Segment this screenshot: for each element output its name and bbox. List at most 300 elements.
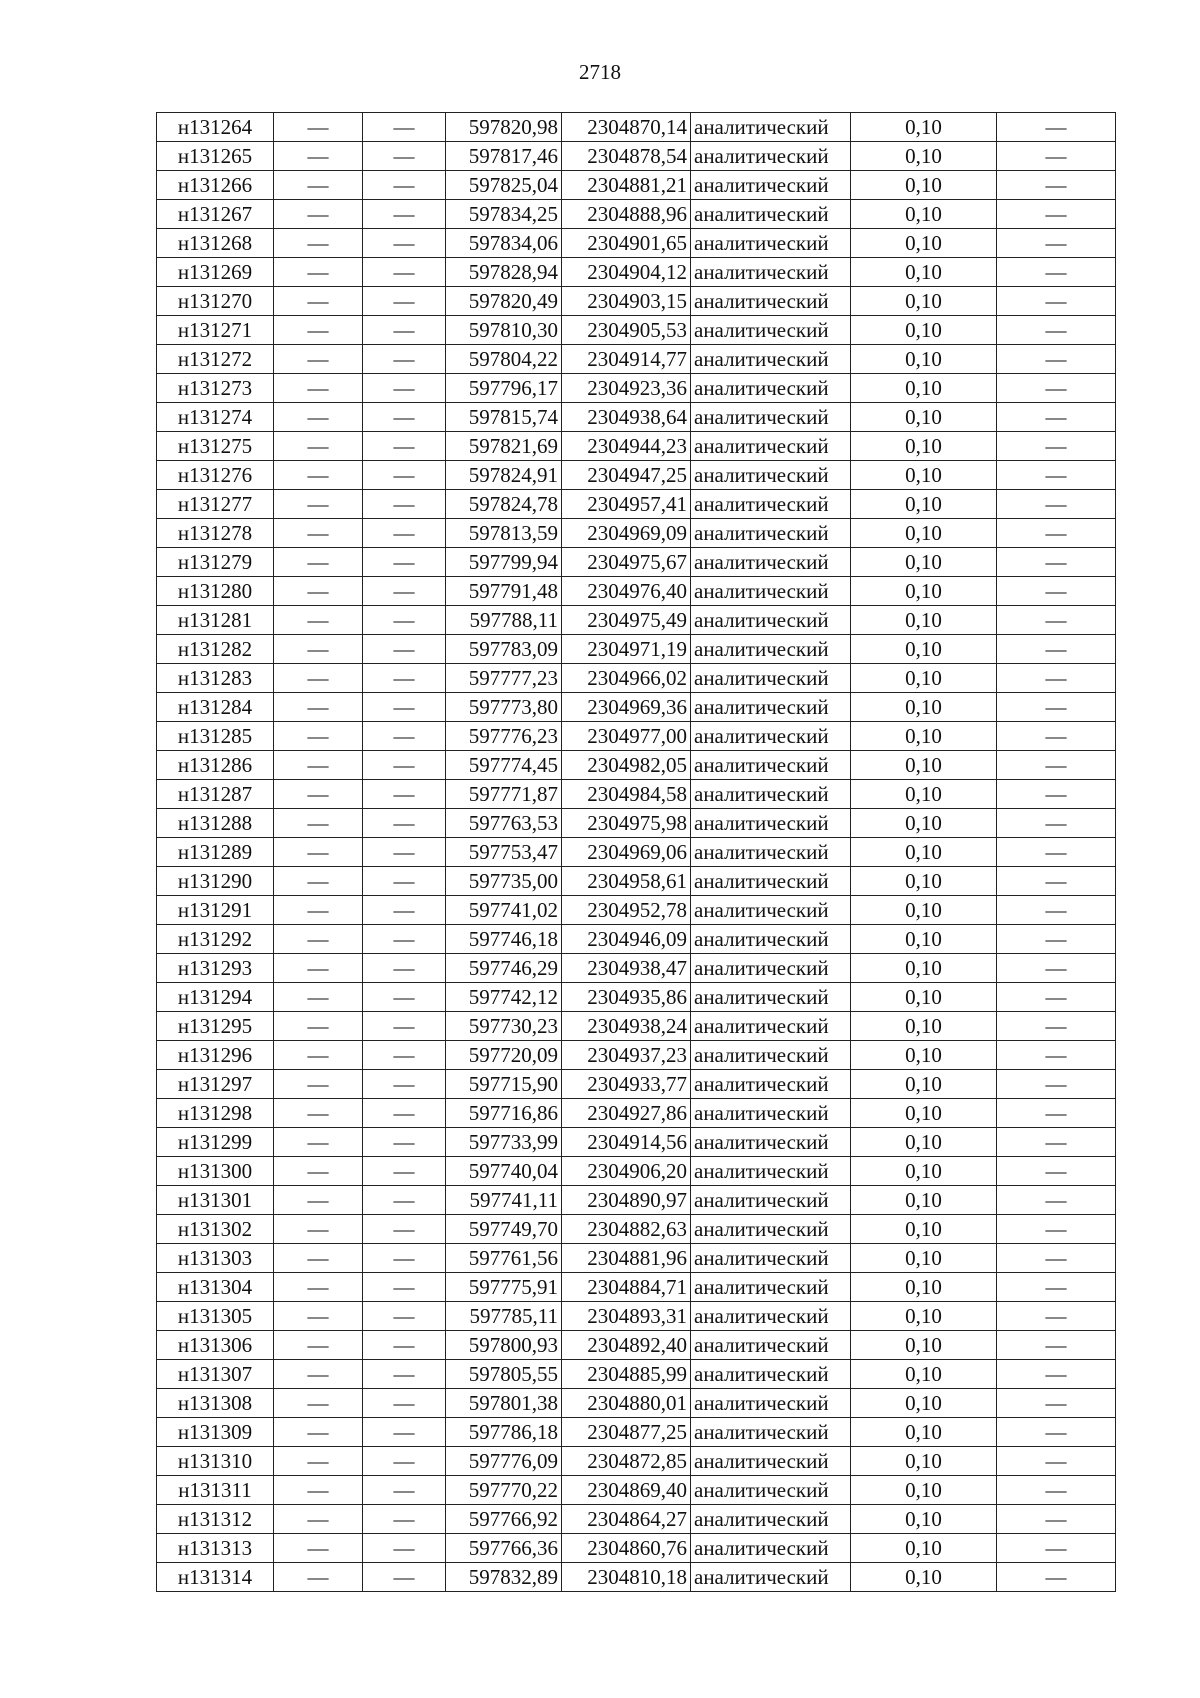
x-coordinate-cell: 597777,23 <box>446 664 562 693</box>
method-cell: аналитический <box>691 1041 851 1070</box>
x-coordinate-cell: 597832,89 <box>446 1563 562 1592</box>
method-cell: аналитический <box>691 1215 851 1244</box>
method-cell: аналитический <box>691 954 851 983</box>
dash-cell: — <box>997 345 1116 374</box>
accuracy-cell: 0,10 <box>851 113 997 142</box>
dash-cell: — <box>274 925 363 954</box>
accuracy-cell: 0,10 <box>851 1331 997 1360</box>
dash-cell: — <box>997 809 1116 838</box>
point-id-cell: н131296 <box>157 1041 274 1070</box>
accuracy-cell: 0,10 <box>851 809 997 838</box>
table-row <box>157 258 1116 287</box>
y-coordinate-cell: 2304977,00 <box>562 722 691 751</box>
point-id-cell: н131292 <box>157 925 274 954</box>
method-cell: аналитический <box>691 432 851 461</box>
dash-cell: — <box>363 954 446 983</box>
point-id-cell: н131307 <box>157 1360 274 1389</box>
x-coordinate-cell: 597820,49 <box>446 287 562 316</box>
method-cell: аналитический <box>691 925 851 954</box>
y-coordinate-cell: 2304901,65 <box>562 229 691 258</box>
dash-cell: — <box>274 200 363 229</box>
dash-cell: — <box>274 461 363 490</box>
dash-cell: — <box>363 809 446 838</box>
dash-cell: — <box>997 374 1116 403</box>
dash-cell: — <box>997 229 1116 258</box>
point-id-cell: н131278 <box>157 519 274 548</box>
point-id-cell: н131291 <box>157 896 274 925</box>
x-coordinate-cell: 597824,78 <box>446 490 562 519</box>
method-cell: аналитический <box>691 1244 851 1273</box>
y-coordinate-cell: 2304810,18 <box>562 1563 691 1592</box>
table-row <box>157 432 1116 461</box>
dash-cell: — <box>363 519 446 548</box>
y-coordinate-cell: 2304881,96 <box>562 1244 691 1273</box>
dash-cell: — <box>997 1505 1116 1534</box>
table-row <box>157 751 1116 780</box>
table-row <box>157 954 1116 983</box>
point-id-cell: н131313 <box>157 1534 274 1563</box>
y-coordinate-cell: 2304878,54 <box>562 142 691 171</box>
x-coordinate-cell: 597774,45 <box>446 751 562 780</box>
dash-cell: — <box>997 1215 1116 1244</box>
table-row <box>157 345 1116 374</box>
dash-cell: — <box>274 1534 363 1563</box>
x-coordinate-cell: 597834,06 <box>446 229 562 258</box>
point-id-cell: н131284 <box>157 693 274 722</box>
point-id-cell: н131277 <box>157 490 274 519</box>
method-cell: аналитический <box>691 113 851 142</box>
dash-cell: — <box>274 1273 363 1302</box>
dash-cell: — <box>274 1476 363 1505</box>
method-cell: аналитический <box>691 1563 851 1592</box>
method-cell: аналитический <box>691 722 851 751</box>
point-id-cell: н131293 <box>157 954 274 983</box>
dash-cell: — <box>997 954 1116 983</box>
table-row <box>157 896 1116 925</box>
point-id-cell: н131287 <box>157 780 274 809</box>
point-id-cell: н131304 <box>157 1273 274 1302</box>
x-coordinate-cell: 597824,91 <box>446 461 562 490</box>
point-id-cell: н131306 <box>157 1331 274 1360</box>
method-cell: аналитический <box>691 896 851 925</box>
dash-cell: — <box>997 287 1116 316</box>
dash-cell: — <box>274 1389 363 1418</box>
accuracy-cell: 0,10 <box>851 722 997 751</box>
table-row <box>157 722 1116 751</box>
table-row <box>157 1244 1116 1273</box>
dash-cell: — <box>997 1360 1116 1389</box>
accuracy-cell: 0,10 <box>851 374 997 403</box>
dash-cell: — <box>274 490 363 519</box>
y-coordinate-cell: 2304947,25 <box>562 461 691 490</box>
dash-cell: — <box>997 461 1116 490</box>
dash-cell: — <box>997 1273 1116 1302</box>
method-cell: аналитический <box>691 983 851 1012</box>
x-coordinate-cell: 597776,09 <box>446 1447 562 1476</box>
x-coordinate-cell: 597786,18 <box>446 1418 562 1447</box>
accuracy-cell: 0,10 <box>851 1360 997 1389</box>
point-id-cell: н131312 <box>157 1505 274 1534</box>
point-id-cell: н131302 <box>157 1215 274 1244</box>
dash-cell: — <box>363 577 446 606</box>
accuracy-cell: 0,10 <box>851 1418 997 1447</box>
method-cell: аналитический <box>691 1186 851 1215</box>
table-row <box>157 229 1116 258</box>
dash-cell: — <box>363 1563 446 1592</box>
method-cell: аналитический <box>691 1505 851 1534</box>
dash-cell: — <box>997 838 1116 867</box>
y-coordinate-cell: 2304903,15 <box>562 287 691 316</box>
method-cell: аналитический <box>691 1447 851 1476</box>
dash-cell: — <box>997 1186 1116 1215</box>
method-cell: аналитический <box>691 519 851 548</box>
accuracy-cell: 0,10 <box>851 896 997 925</box>
point-id-cell: н131266 <box>157 171 274 200</box>
accuracy-cell: 0,10 <box>851 1563 997 1592</box>
method-cell: аналитический <box>691 1070 851 1099</box>
x-coordinate-cell: 597825,04 <box>446 171 562 200</box>
table-row <box>157 1215 1116 1244</box>
y-coordinate-cell: 2304892,40 <box>562 1331 691 1360</box>
x-coordinate-cell: 597763,53 <box>446 809 562 838</box>
accuracy-cell: 0,10 <box>851 1534 997 1563</box>
accuracy-cell: 0,10 <box>851 606 997 635</box>
y-coordinate-cell: 2304938,64 <box>562 403 691 432</box>
accuracy-cell: 0,10 <box>851 200 997 229</box>
dash-cell: — <box>363 606 446 635</box>
dash-cell: — <box>997 200 1116 229</box>
y-coordinate-cell: 2304935,86 <box>562 983 691 1012</box>
method-cell: аналитический <box>691 809 851 838</box>
y-coordinate-cell: 2304933,77 <box>562 1070 691 1099</box>
method-cell: аналитический <box>691 1157 851 1186</box>
y-coordinate-cell: 2304914,77 <box>562 345 691 374</box>
dash-cell: — <box>274 1244 363 1273</box>
dash-cell: — <box>363 1128 446 1157</box>
dash-cell: — <box>363 1070 446 1099</box>
x-coordinate-cell: 597801,38 <box>446 1389 562 1418</box>
dash-cell: — <box>363 1447 446 1476</box>
x-coordinate-cell: 597788,11 <box>446 606 562 635</box>
x-coordinate-cell: 597776,23 <box>446 722 562 751</box>
method-cell: аналитический <box>691 1389 851 1418</box>
accuracy-cell: 0,10 <box>851 316 997 345</box>
dash-cell: — <box>274 1331 363 1360</box>
table-row <box>157 548 1116 577</box>
table-row <box>157 1563 1116 1592</box>
x-coordinate-cell: 597766,36 <box>446 1534 562 1563</box>
y-coordinate-cell: 2304904,12 <box>562 258 691 287</box>
table-row <box>157 1360 1116 1389</box>
dash-cell: — <box>274 693 363 722</box>
y-coordinate-cell: 2304975,49 <box>562 606 691 635</box>
dash-cell: — <box>274 374 363 403</box>
dash-cell: — <box>997 1128 1116 1157</box>
dash-cell: — <box>997 548 1116 577</box>
table-row <box>157 287 1116 316</box>
method-cell: аналитический <box>691 1302 851 1331</box>
dash-cell: — <box>363 1012 446 1041</box>
coordinates-table <box>156 112 1116 1592</box>
y-coordinate-cell: 2304927,86 <box>562 1099 691 1128</box>
x-coordinate-cell: 597775,91 <box>446 1273 562 1302</box>
dash-cell: — <box>274 577 363 606</box>
dash-cell: — <box>997 1041 1116 1070</box>
dash-cell: — <box>997 1418 1116 1447</box>
x-coordinate-cell: 597766,92 <box>446 1505 562 1534</box>
dash-cell: — <box>997 1447 1116 1476</box>
dash-cell: — <box>363 751 446 780</box>
method-cell: аналитический <box>691 200 851 229</box>
method-cell: аналитический <box>691 258 851 287</box>
dash-cell: — <box>363 1360 446 1389</box>
x-coordinate-cell: 597813,59 <box>446 519 562 548</box>
accuracy-cell: 0,10 <box>851 258 997 287</box>
method-cell: аналитический <box>691 461 851 490</box>
table-row <box>157 1447 1116 1476</box>
x-coordinate-cell: 597749,70 <box>446 1215 562 1244</box>
accuracy-cell: 0,10 <box>851 1070 997 1099</box>
y-coordinate-cell: 2304966,02 <box>562 664 691 693</box>
dash-cell: — <box>363 838 446 867</box>
x-coordinate-cell: 597810,30 <box>446 316 562 345</box>
x-coordinate-cell: 597770,22 <box>446 1476 562 1505</box>
point-id-cell: н131289 <box>157 838 274 867</box>
y-coordinate-cell: 2304890,97 <box>562 1186 691 1215</box>
dash-cell: — <box>363 635 446 664</box>
point-id-cell: н131274 <box>157 403 274 432</box>
dash-cell: — <box>274 229 363 258</box>
dash-cell: — <box>997 983 1116 1012</box>
dash-cell: — <box>274 1070 363 1099</box>
table-row <box>157 1099 1116 1128</box>
x-coordinate-cell: 597796,17 <box>446 374 562 403</box>
dash-cell: — <box>363 461 446 490</box>
y-coordinate-cell: 2304881,21 <box>562 171 691 200</box>
x-coordinate-cell: 597773,80 <box>446 693 562 722</box>
dash-cell: — <box>997 635 1116 664</box>
dash-cell: — <box>363 403 446 432</box>
table-row <box>157 113 1116 142</box>
accuracy-cell: 0,10 <box>851 1244 997 1273</box>
x-coordinate-cell: 597821,69 <box>446 432 562 461</box>
point-id-cell: н131268 <box>157 229 274 258</box>
dash-cell: — <box>363 142 446 171</box>
x-coordinate-cell: 597817,46 <box>446 142 562 171</box>
point-id-cell: н131310 <box>157 1447 274 1476</box>
table-row <box>157 1070 1116 1099</box>
x-coordinate-cell: 597741,02 <box>446 896 562 925</box>
x-coordinate-cell: 597720,09 <box>446 1041 562 1070</box>
point-id-cell: н131272 <box>157 345 274 374</box>
table-row <box>157 925 1116 954</box>
x-coordinate-cell: 597753,47 <box>446 838 562 867</box>
dash-cell: — <box>363 1331 446 1360</box>
dash-cell: — <box>274 171 363 200</box>
accuracy-cell: 0,10 <box>851 548 997 577</box>
dash-cell: — <box>997 1476 1116 1505</box>
dash-cell: — <box>997 751 1116 780</box>
y-coordinate-cell: 2304984,58 <box>562 780 691 809</box>
point-id-cell: н131281 <box>157 606 274 635</box>
method-cell: аналитический <box>691 1331 851 1360</box>
x-coordinate-cell: 597815,74 <box>446 403 562 432</box>
accuracy-cell: 0,10 <box>851 229 997 258</box>
dash-cell: — <box>363 664 446 693</box>
dash-cell: — <box>274 142 363 171</box>
x-coordinate-cell: 597730,23 <box>446 1012 562 1041</box>
accuracy-cell: 0,10 <box>851 171 997 200</box>
accuracy-cell: 0,10 <box>851 954 997 983</box>
dash-cell: — <box>363 1157 446 1186</box>
table-row <box>157 171 1116 200</box>
table-row <box>157 1331 1116 1360</box>
y-coordinate-cell: 2304971,19 <box>562 635 691 664</box>
dash-cell: — <box>997 664 1116 693</box>
x-coordinate-cell: 597761,56 <box>446 1244 562 1273</box>
table-row <box>157 1505 1116 1534</box>
dash-cell: — <box>274 287 363 316</box>
table-row <box>157 490 1116 519</box>
dash-cell: — <box>274 983 363 1012</box>
dash-cell: — <box>274 345 363 374</box>
dash-cell: — <box>274 403 363 432</box>
table-row <box>157 664 1116 693</box>
dash-cell: — <box>363 1418 446 1447</box>
accuracy-cell: 0,10 <box>851 1302 997 1331</box>
dash-cell: — <box>274 1012 363 1041</box>
point-id-cell: н131288 <box>157 809 274 838</box>
dash-cell: — <box>997 490 1116 519</box>
point-id-cell: н131282 <box>157 635 274 664</box>
dash-cell: — <box>997 1012 1116 1041</box>
table-row <box>157 519 1116 548</box>
point-id-cell: н131297 <box>157 1070 274 1099</box>
dash-cell: — <box>274 432 363 461</box>
dash-cell: — <box>363 374 446 403</box>
accuracy-cell: 0,10 <box>851 432 997 461</box>
dash-cell: — <box>997 693 1116 722</box>
accuracy-cell: 0,10 <box>851 142 997 171</box>
point-id-cell: н131283 <box>157 664 274 693</box>
dash-cell: — <box>274 664 363 693</box>
accuracy-cell: 0,10 <box>851 751 997 780</box>
dash-cell: — <box>274 1099 363 1128</box>
point-id-cell: н131300 <box>157 1157 274 1186</box>
accuracy-cell: 0,10 <box>851 345 997 374</box>
accuracy-cell: 0,10 <box>851 1389 997 1418</box>
dash-cell: — <box>274 896 363 925</box>
dash-cell: — <box>363 1505 446 1534</box>
y-coordinate-cell: 2304884,71 <box>562 1273 691 1302</box>
dash-cell: — <box>997 1331 1116 1360</box>
y-coordinate-cell: 2304952,78 <box>562 896 691 925</box>
y-coordinate-cell: 2304944,23 <box>562 432 691 461</box>
method-cell: аналитический <box>691 287 851 316</box>
table-row <box>157 635 1116 664</box>
x-coordinate-cell: 597820,98 <box>446 113 562 142</box>
x-coordinate-cell: 597746,29 <box>446 954 562 983</box>
method-cell: аналитический <box>691 1012 851 1041</box>
table-row <box>157 200 1116 229</box>
accuracy-cell: 0,10 <box>851 867 997 896</box>
dash-cell: — <box>363 287 446 316</box>
dash-cell: — <box>274 780 363 809</box>
dash-cell: — <box>274 1215 363 1244</box>
dash-cell: — <box>363 432 446 461</box>
accuracy-cell: 0,10 <box>851 693 997 722</box>
point-id-cell: н131286 <box>157 751 274 780</box>
x-coordinate-cell: 597735,00 <box>446 867 562 896</box>
point-id-cell: н131298 <box>157 1099 274 1128</box>
x-coordinate-cell: 597746,18 <box>446 925 562 954</box>
dash-cell: — <box>274 954 363 983</box>
table-row <box>157 606 1116 635</box>
dash-cell: — <box>274 867 363 896</box>
point-id-cell: н131308 <box>157 1389 274 1418</box>
x-coordinate-cell: 597834,25 <box>446 200 562 229</box>
x-coordinate-cell: 597785,11 <box>446 1302 562 1331</box>
y-coordinate-cell: 2304975,67 <box>562 548 691 577</box>
point-id-cell: н131275 <box>157 432 274 461</box>
point-id-cell: н131276 <box>157 461 274 490</box>
dash-cell: — <box>274 548 363 577</box>
accuracy-cell: 0,10 <box>851 519 997 548</box>
dash-cell: — <box>274 1128 363 1157</box>
dash-cell: — <box>997 1302 1116 1331</box>
method-cell: аналитический <box>691 867 851 896</box>
dash-cell: — <box>997 142 1116 171</box>
accuracy-cell: 0,10 <box>851 287 997 316</box>
method-cell: аналитический <box>691 142 851 171</box>
method-cell: аналитический <box>691 693 851 722</box>
method-cell: аналитический <box>691 171 851 200</box>
y-coordinate-cell: 2304938,47 <box>562 954 691 983</box>
point-id-cell: н131301 <box>157 1186 274 1215</box>
dash-cell: — <box>997 722 1116 751</box>
accuracy-cell: 0,10 <box>851 1215 997 1244</box>
accuracy-cell: 0,10 <box>851 838 997 867</box>
method-cell: аналитический <box>691 1128 851 1157</box>
dash-cell: — <box>274 751 363 780</box>
dash-cell: — <box>363 200 446 229</box>
x-coordinate-cell: 597716,86 <box>446 1099 562 1128</box>
dash-cell: — <box>997 925 1116 954</box>
y-coordinate-cell: 2304872,85 <box>562 1447 691 1476</box>
table-row <box>157 403 1116 432</box>
table-row <box>157 1186 1116 1215</box>
table-row <box>157 374 1116 403</box>
table-row <box>157 316 1116 345</box>
y-coordinate-cell: 2304975,98 <box>562 809 691 838</box>
dash-cell: — <box>274 1418 363 1447</box>
table-row <box>157 838 1116 867</box>
x-coordinate-cell: 597800,93 <box>446 1331 562 1360</box>
table-row <box>157 1476 1116 1505</box>
dash-cell: — <box>363 1099 446 1128</box>
y-coordinate-cell: 2304969,06 <box>562 838 691 867</box>
table-body <box>157 113 1116 1592</box>
dash-cell: — <box>363 258 446 287</box>
y-coordinate-cell: 2304976,40 <box>562 577 691 606</box>
dash-cell: — <box>363 925 446 954</box>
dash-cell: — <box>997 1244 1116 1273</box>
method-cell: аналитический <box>691 345 851 374</box>
table-row <box>157 1273 1116 1302</box>
x-coordinate-cell: 597715,90 <box>446 1070 562 1099</box>
dash-cell: — <box>363 1389 446 1418</box>
y-coordinate-cell: 2304937,23 <box>562 1041 691 1070</box>
